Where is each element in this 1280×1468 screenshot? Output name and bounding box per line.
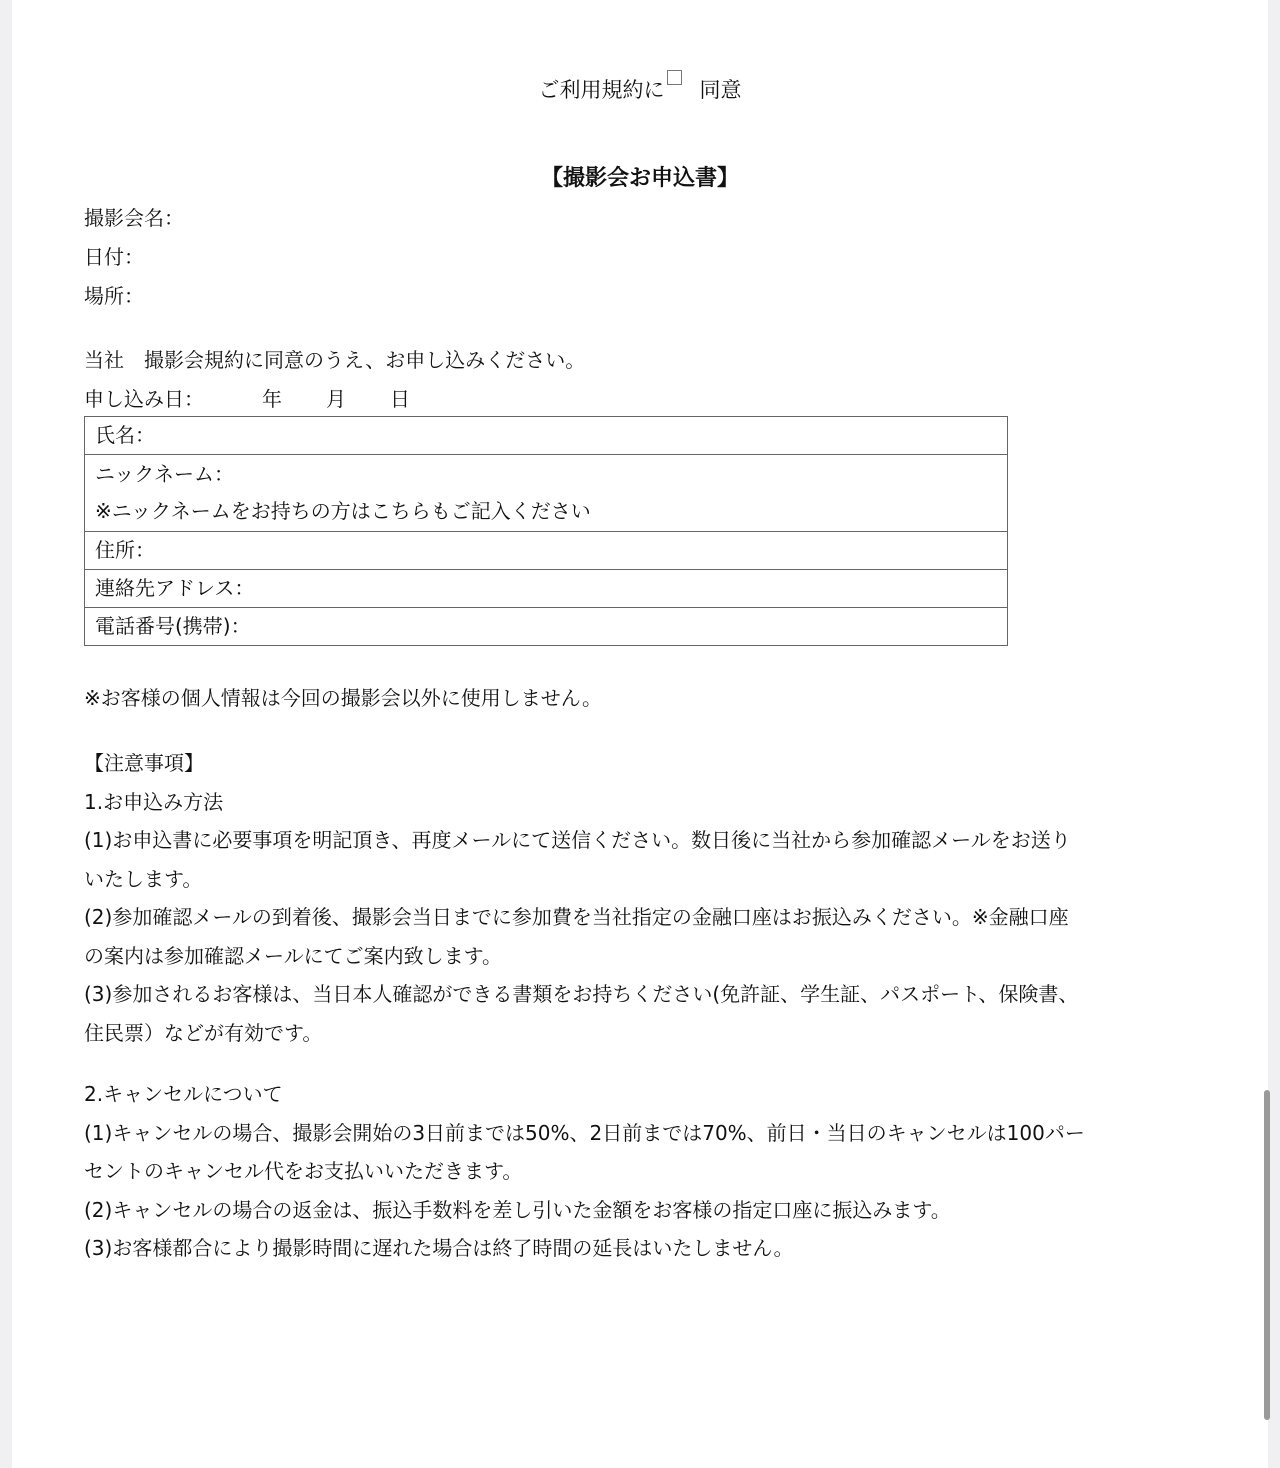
agreement-consent-label: 同意 — [699, 78, 742, 102]
section-1-item-2-line-2: の案内は参加確認メールにてご案内致します。 — [84, 943, 502, 968]
section-1-item-3-line-1: (3)参加されるお客様は、当日本人確認ができる書類をお持ちください(免許証、学生証、パスポート、保険書、 — [84, 982, 1079, 1006]
section-1-title: 1.お申込み方法 — [84, 789, 224, 814]
apply-date-row — [84, 384, 410, 414]
place-label: 場所： — [84, 284, 144, 308]
section-1-item-1-line-1: (1)お申込書に必要事項を明記頂き、再度メールにて送信ください。数日後に当社から参加確認メールをお送り — [84, 828, 1071, 852]
phone-label: 電話番号(携帯)： — [95, 614, 251, 638]
form-row-address — [85, 532, 1008, 570]
section-1-item-2-line-1: (2)参加確認メールの到着後、撮影会当日までに参加費を当社指定の金融口座はお振込みください。※金融口座 — [84, 905, 1069, 929]
nickname-note: ※ニックネームをお持ちの方はこちらもご記入ください — [95, 499, 591, 523]
name-field[interactable] — [85, 417, 1008, 455]
intro-text: 当社 撮影会規約に同意のうえ、お申し込みください。 — [84, 348, 586, 372]
apply-date-year: 年 — [262, 387, 282, 411]
section-1-item-1-line-2: いたします。 — [84, 866, 203, 891]
agreement-row — [12, 70, 1268, 105]
form-row-email — [85, 570, 1008, 608]
address-label: 住所： — [95, 538, 155, 562]
apply-date-label: 申し込み日： — [84, 387, 204, 411]
apply-date-day: 日 — [390, 387, 410, 411]
address-field[interactable] — [85, 532, 1008, 570]
agreement-checkbox[interactable] — [667, 70, 682, 85]
date-label: 日付： — [84, 245, 144, 269]
document-page — [12, 0, 1268, 1468]
section-1-item-3-line-2: 住民票）などが有効です。 — [84, 1020, 323, 1045]
name-label: 氏名： — [95, 423, 155, 447]
application-form-table — [84, 416, 1008, 646]
form-row-name — [85, 417, 1008, 455]
agreement-label: ご利用規約に — [538, 78, 665, 102]
section-2-item-3: (3)お客様都合により撮影時間に遅れた場合は終了時間の延長はいたしません。 — [84, 1236, 794, 1260]
apply-date-month: 月 — [326, 387, 346, 411]
email-label: 連絡先アドレス： — [95, 576, 255, 600]
notes-heading: 【注意事項】 — [84, 751, 204, 775]
section-2-item-2: (2)キャンセルの場合の返金は、振込手数料を差し引いた金額をお客様の指定口座に振込みます。 — [84, 1197, 951, 1222]
document-title: 【撮影会お申込書】 — [540, 166, 739, 191]
section-2-item-1-line-2: セントのキャンセル代をお支払いいただきます。 — [84, 1159, 523, 1183]
form-row-nickname — [85, 455, 1008, 532]
notes-section-1 — [84, 744, 1184, 1052]
notes-section-2 — [84, 1075, 1184, 1268]
nickname-field[interactable] — [85, 455, 1008, 532]
privacy-note: ※お客様の個人情報は今回の撮影会以外に使用しません。 — [84, 686, 602, 710]
section-2-title: 2.キャンセルについて — [84, 1082, 283, 1106]
phone-field[interactable] — [85, 608, 1008, 646]
section-2-item-1-line-1: (1)キャンセルの場合、撮影会開始の3日前までは50%、2日前までは70%、前日・当日のキャンセルは100パー — [84, 1120, 1085, 1145]
form-row-phone — [85, 608, 1008, 646]
event-name-label: 撮影会名： — [84, 206, 184, 230]
email-field[interactable] — [85, 570, 1008, 608]
vertical-scrollbar[interactable] — [1264, 1090, 1270, 1420]
nickname-label: ニックネーム： — [95, 462, 234, 486]
